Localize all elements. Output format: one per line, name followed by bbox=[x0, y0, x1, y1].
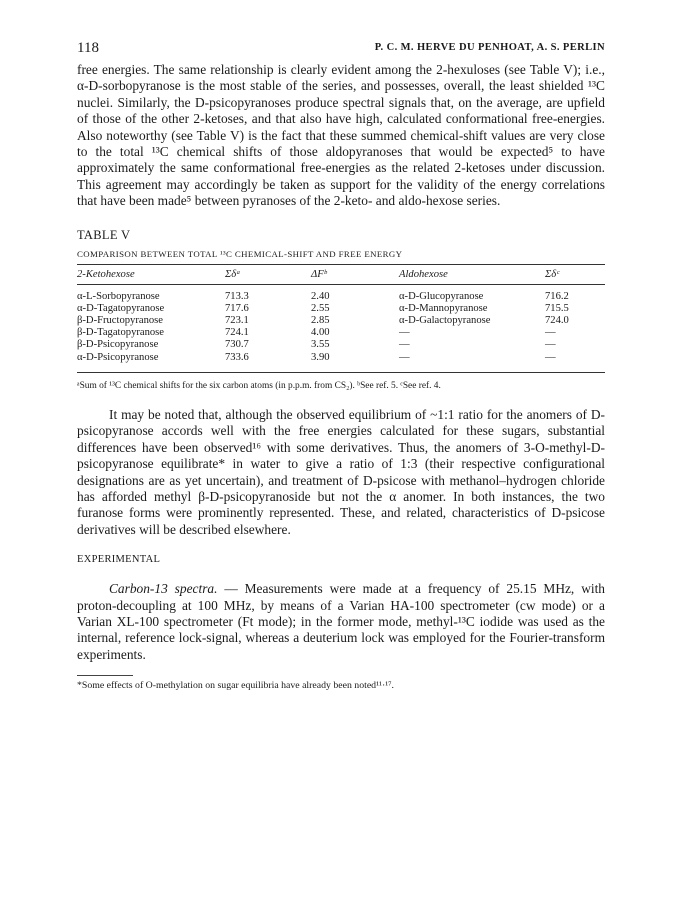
table-cell: — bbox=[545, 327, 556, 339]
running-title: P. C. M. HERVE DU PENHOAT, A. S. PERLIN bbox=[374, 42, 605, 53]
table-cell: — bbox=[399, 351, 410, 363]
table-cell: α-D-Mannopyranose bbox=[399, 302, 488, 314]
table-cell: 724.1 bbox=[225, 327, 249, 339]
col-header-sum-delta-a: Σδᵃ bbox=[225, 268, 241, 280]
section-heading: EXPERIMENTAL bbox=[77, 554, 161, 566]
table-cell: 2.55 bbox=[311, 302, 330, 314]
table-cell: α-D-Galactopyranose bbox=[399, 315, 491, 327]
table-cell: 4.00 bbox=[311, 327, 330, 339]
table-cell: — bbox=[545, 339, 556, 351]
table-cell: — bbox=[399, 327, 410, 339]
table-cell: 2.85 bbox=[311, 315, 330, 327]
table-v bbox=[77, 265, 605, 372]
table-row bbox=[77, 352, 605, 364]
table-cell: β-D-Fructopyranose bbox=[77, 315, 163, 327]
table-cell: 730.7 bbox=[225, 339, 249, 351]
paragraph-3-title: Carbon-13 spectra. bbox=[109, 581, 218, 597]
table-cell: 723.1 bbox=[225, 315, 249, 327]
table-cell: 3.90 bbox=[311, 351, 330, 363]
col-header-delta-f: ΔFᵇ bbox=[311, 268, 327, 280]
page-number: 118 bbox=[77, 40, 99, 56]
table-cell: 733.6 bbox=[225, 351, 249, 363]
table-cell: β-D-Tagatopyranose bbox=[77, 327, 165, 339]
page bbox=[77, 40, 605, 691]
table-cell: α-D-Psicopyranose bbox=[77, 351, 159, 363]
table-cell: α-L-Sorbopyranose bbox=[77, 290, 160, 302]
col-header-sum-delta-c: Σδᶜ bbox=[545, 268, 560, 280]
table-cell: — bbox=[399, 339, 410, 351]
table-cell: 2.40 bbox=[311, 290, 330, 302]
table-header-row bbox=[77, 265, 605, 284]
paragraph-3 bbox=[77, 581, 605, 663]
page-header bbox=[77, 40, 605, 62]
col-header-aldohexose: Aldohexose bbox=[399, 268, 448, 280]
table-cell: α-D-Glucopyranose bbox=[399, 290, 484, 302]
table-bottom-rule bbox=[77, 372, 605, 373]
paragraph-2: It may be noted that, although the observed equilibrium of ~1:1 ratio for the anomers of D-psicopyranose accords well with the free energies calculated for these sugars, substantial differences have been observed¹⁶ with some derivatives. Thus, the anomers of 3-O-methyl-D-psicopyranose equilibrate* in water to give a ratio of 1:3 (their respective configurational designations are as yet uncertain), and treatment of D-psicose with methanol–hydrogen chloride has afforded methyl β-D-psicopyranoside but not the α anomer. In both instances, the two furanose forms were prominently represented. These, and related, characteristics of D-psicose derivatives will be described elsewhere. bbox=[77, 406, 605, 537]
table-row bbox=[77, 327, 605, 339]
table-footnote: ᵃSum of ¹³C chemical shifts for the six carbon atoms (in p.p.m. from CS₂). ᵇSee ref. 5. ᶜSee ref. 4. bbox=[77, 380, 441, 391]
table-cell: α-D-Tagatopyranose bbox=[77, 302, 165, 314]
col-header-ketohexose: 2-Ketohexose bbox=[77, 268, 135, 280]
table-cell: 3.55 bbox=[311, 339, 330, 351]
table-cell: 724.0 bbox=[545, 315, 569, 327]
table-caption: COMPARISON BETWEEN TOTAL ¹³C CHEMICAL-SHIFT AND FREE ENERGY bbox=[77, 248, 403, 259]
table-cell: β-D-Psicopyranose bbox=[77, 339, 159, 351]
table-cell: 713.3 bbox=[225, 290, 249, 302]
table-row bbox=[77, 303, 605, 315]
table-row bbox=[77, 315, 605, 327]
table-cell: 715.5 bbox=[545, 302, 569, 314]
paragraph-3-body: — Measurements were made at a frequency of 25.15 MHz, with proton-decoupling at 100 MHz, by means of a Varian HA-100 spectrometer (cw mode) or a Varian XL-100 spectrometer (Ft mode); in the former mode, methyl-¹³C iodide was used as the internal, reference lock-signal, whereas a deuterium lock was employed for the Fourier-transform experiments. bbox=[77, 581, 605, 662]
footnote: *Some effects of O-methylation on sugar equilibria have already been noted¹¹·¹⁷. bbox=[77, 680, 395, 692]
paragraph-1: free energies. The same relationship is clearly evident among the 2-hexuloses (see Table V); i.e., α-D-sorbopyranose is the most stable of the series, and possesses, overall, the least shielded ¹³C nuclei. Similarly, the D-psicopyranoses produce spectral signals that, on the average, are upfield of those of the other 2-ketoses, and that also have high, calculated conformational free-energies. Also noteworthy (see Table V) is the fact that these summed chemical-shift values are very close to the total ¹³C chemical shifts of those aldopyranoses that would be expected⁵ to have approximately the same conformational free-energies as the related 2-ketoses under discussion. This agreement may accordingly be taken as support for the validity of the energy correlations that have been made⁵ between pyranoses of the 2-keto- and aldo-hexose series. bbox=[77, 62, 605, 209]
footnote-rule bbox=[77, 675, 133, 676]
table-cell: 717.6 bbox=[225, 302, 249, 314]
table-row bbox=[77, 339, 605, 351]
table-cell: 716.2 bbox=[545, 290, 569, 302]
table-label: TABLE V bbox=[77, 227, 131, 242]
table-cell: — bbox=[545, 351, 556, 363]
table-row bbox=[77, 291, 605, 303]
